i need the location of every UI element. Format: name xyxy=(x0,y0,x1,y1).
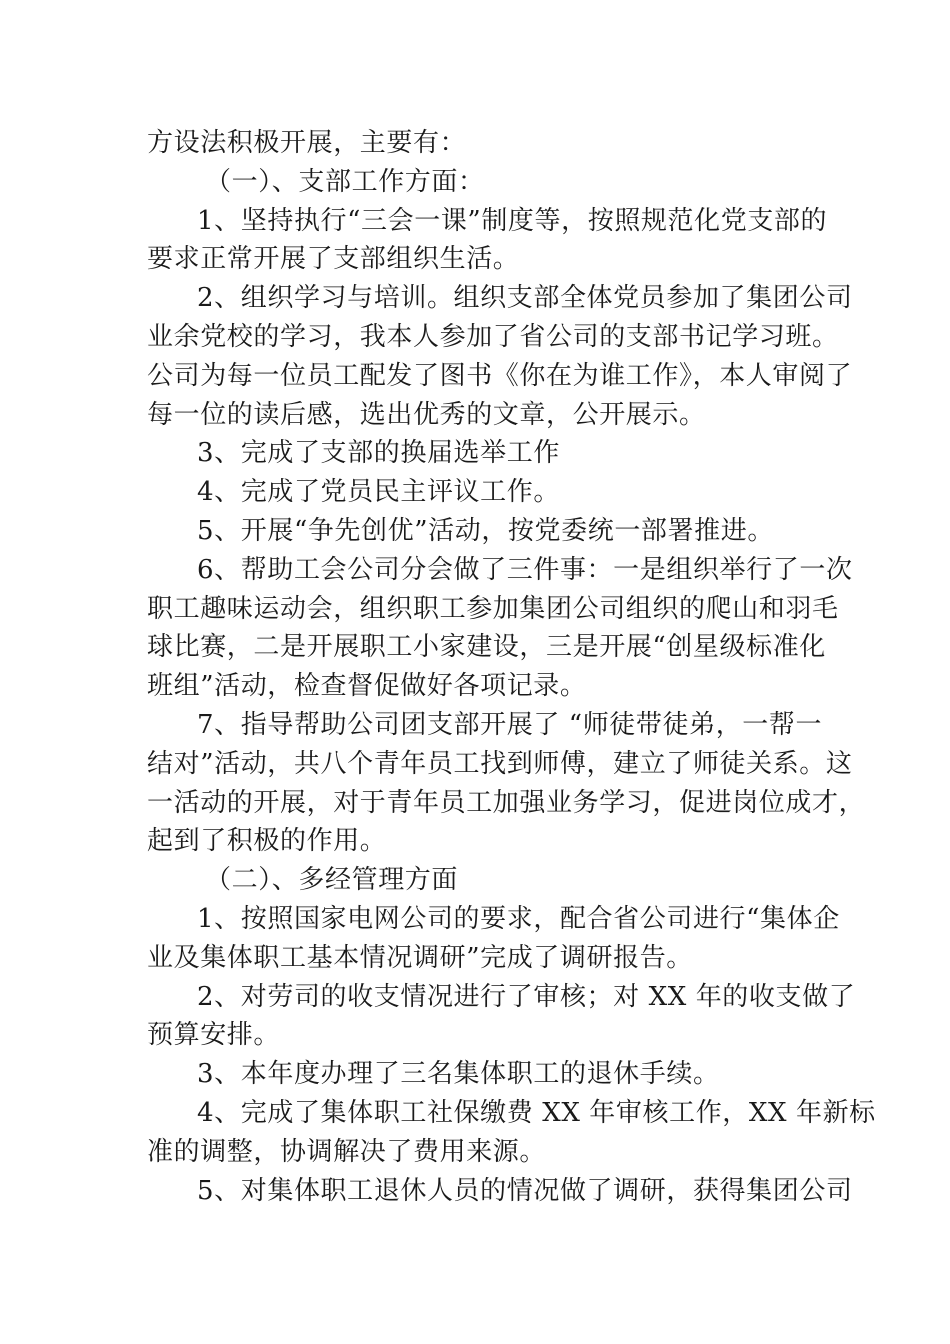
text-line: 方设法积极开展，主要有： xyxy=(147,128,467,158)
paragraph-start: 7、指导帮助公司团支部开展了 “师徒带徒弟，一帮一 xyxy=(197,709,823,740)
text-line: 业及集体职工基本情况调研”完成了调研报告。 xyxy=(147,942,693,973)
paragraph-start: 5、对集体职工退休人员的情况做了调研，获得集团公司 xyxy=(197,1175,853,1206)
paragraph-start: 3、完成了支部的换届选举工作 xyxy=(197,438,560,469)
text-line: 结对”活动，共八个青年员工找到师傅，建立了师徒关系。这 xyxy=(147,748,853,779)
text-line: 公司为每一位员工配发了图书《你在为谁工作》，本人审阅了 xyxy=(147,360,853,391)
paragraph-start: 2、对劳司的收支情况进行了审核；对 XX 年的收支做了 xyxy=(197,981,856,1012)
section-heading: （二）、多经管理方面 xyxy=(205,865,459,896)
paragraph-start: 4、完成了集体职工社保缴费 XX 年审核工作，XX 年新标 xyxy=(197,1097,876,1128)
text-line: 每一位的读后感，选出优秀的文章，公开展示。 xyxy=(147,399,706,430)
text-line: 班组”活动，检查督促做好各项记录。 xyxy=(147,671,587,702)
paragraph-start: 2、组织学习与培训。组织支部全体党员参加了集团公司 xyxy=(197,283,853,314)
paragraph-start: 6、帮助工会公司分会做了三件事：一是组织举行了一次 xyxy=(197,554,853,585)
text-line: 球比赛，二是开展职工小家建设，三是开展“创星级标准化 xyxy=(147,632,826,663)
paragraph-start: 3、本年度办理了三名集体职工的退休手续。 xyxy=(197,1059,720,1090)
text-line: 预算安排。 xyxy=(147,1020,281,1051)
text-line: 一活动的开展，对于青年员工加强业务学习，促进岗位成才， xyxy=(147,787,866,818)
text-line: 业余党校的学习，我本人参加了省公司的支部书记学习班。 xyxy=(147,321,839,352)
paragraph-start: 4、完成了党员民主评议工作。 xyxy=(197,477,560,508)
text-line: 要求正常开展了支部组织生活。 xyxy=(147,244,520,275)
document-body xyxy=(147,124,876,1210)
paragraph-start: 1、坚持执行“三会一课”制度等，按照规范化党支部的 xyxy=(197,205,828,236)
paragraph-start: 5、开展“争先创优”活动，按党委统一部署推进。 xyxy=(197,515,774,546)
text-line: 职工趣味运动会，组织职工参加集团公司组织的爬山和羽毛 xyxy=(147,593,839,624)
paragraph-start: 1、按照国家电网公司的要求，配合省公司进行“集体企 xyxy=(197,903,840,934)
text-line: 准的调整，协调解决了费用来源。 xyxy=(147,1136,547,1167)
section-heading: （一）、支部工作方面： xyxy=(205,166,485,197)
text-line: 起到了积极的作用。 xyxy=(147,826,387,857)
